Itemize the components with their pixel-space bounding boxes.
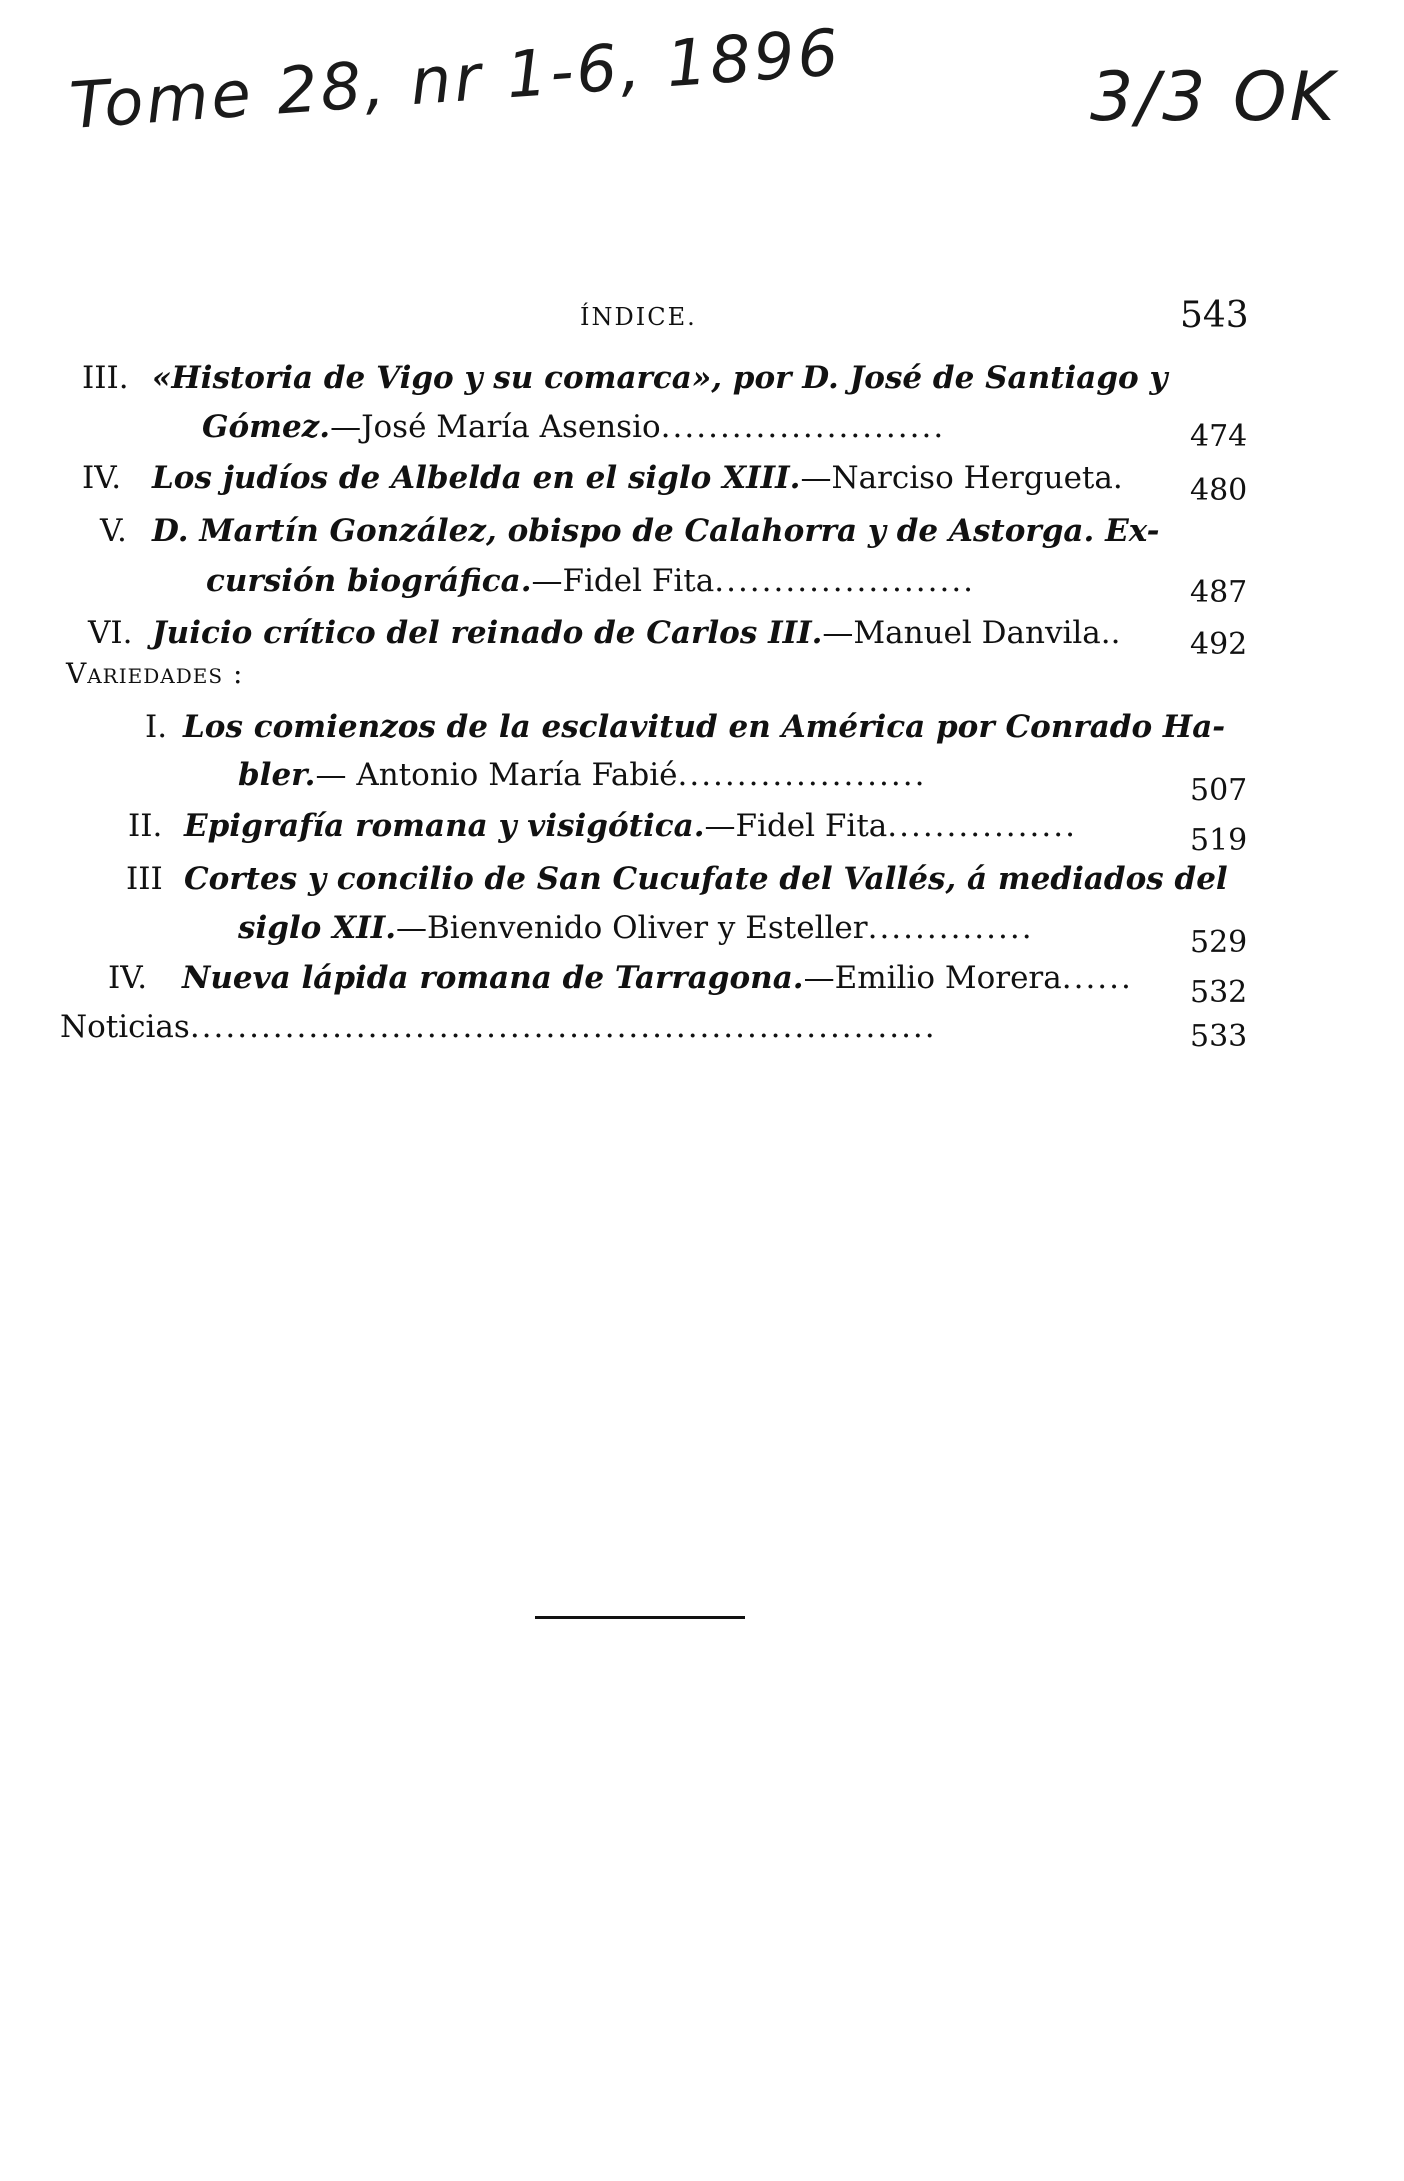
entry-title-continued: Gómez. [202, 409, 331, 445]
toc-entry-line [82, 455, 1123, 501]
entry-title: Nueva lápida romana de Tarragona. [182, 960, 804, 996]
entry-page: 507 [1190, 773, 1248, 808]
toc-entry-line [145, 704, 1225, 750]
end-rule-divider [535, 1616, 745, 1619]
entry-page: 474 [1190, 419, 1248, 454]
leader-dots: ............................................................... [189, 1009, 937, 1045]
entry-title: D. Martín González, obispo de Calahorra y de Astorga. Ex- [152, 513, 1160, 549]
entry-title: Los judíos de Albelda en el siglo XIII. [152, 460, 801, 496]
entry-author: —Bienvenido Oliver y Esteller [396, 910, 868, 946]
entry-author: — Antonio María Fabié [315, 757, 678, 793]
entry-number: IV. [82, 460, 122, 496]
section-label: Variedades : [66, 657, 244, 690]
entry-title: Juicio crítico del reinado de Carlos III. [152, 615, 823, 651]
entry-number: VI. [88, 615, 133, 651]
entry-title-continued: bler. [238, 757, 316, 793]
entry-number: III [126, 861, 163, 897]
entry-author: —Manuel Danvila.. [822, 615, 1121, 651]
entry-author: —Fidel Fita [531, 563, 715, 599]
leader-dots: ........................ [660, 409, 946, 445]
noticias-label: Noticias [60, 1009, 190, 1045]
entry-number: III. [82, 360, 129, 396]
entry-author: —Narciso Hergueta. [800, 460, 1123, 496]
header-page-number: 543 [1180, 295, 1249, 336]
entry-author: —Emilio Morera [803, 960, 1062, 996]
noticias-page: 533 [1190, 1019, 1248, 1054]
leader-dots: ..................... [677, 757, 927, 793]
handwritten-volume-note: Tome 28, nr 1-6, 1896 [67, 16, 844, 144]
leader-dots: ................ [887, 808, 1077, 844]
toc-entry-line [108, 955, 1133, 1001]
toc-entry-line [202, 404, 945, 450]
handwritten-check-note: 3/3 OK [1090, 58, 1338, 137]
entry-title: Cortes y concilio de San Cucufate del Vallés, á mediados del [184, 861, 1228, 897]
toc-entry-line [82, 355, 1167, 401]
toc-entry-line [238, 752, 926, 798]
header-title: ÍNDICE. [580, 303, 697, 331]
entry-title: «Historia de Vigo y su comarca», por D. José de Santiago y [152, 360, 1168, 396]
toc-entry-line [238, 905, 1034, 951]
toc-entry-line [126, 856, 1228, 902]
entry-page: 487 [1190, 575, 1248, 610]
entry-author: —José María Asensio [330, 409, 661, 445]
entry-number: I. [145, 709, 168, 745]
toc-entry-line [206, 558, 975, 604]
leader-dots: ...... [1061, 960, 1133, 996]
entry-title-continued: cursión biográfica. [206, 563, 532, 599]
running-header [0, 295, 1404, 345]
entry-author: —Fidel Fita [704, 808, 888, 844]
entry-number: IV. [108, 960, 148, 996]
toc-entry-noticias [60, 1004, 937, 1050]
entry-page: 519 [1190, 823, 1248, 858]
section-heading-variedades [66, 650, 243, 696]
leader-dots: .............. [867, 910, 1034, 946]
entry-page: 532 [1190, 975, 1248, 1010]
entry-page: 480 [1190, 473, 1248, 508]
entry-title: Los comienzos de la esclavitud en América por Conrado Ha- [183, 709, 1226, 745]
entry-title-continued: siglo XII. [238, 910, 396, 946]
entry-page: 529 [1190, 925, 1248, 960]
leader-dots: ...................... [714, 563, 976, 599]
toc-entry-line [100, 508, 1160, 554]
entry-page: 492 [1190, 627, 1248, 662]
entry-number: II. [128, 808, 163, 844]
entry-title: Epigrafía romana y visigótica. [184, 808, 705, 844]
entry-number: V. [100, 513, 127, 549]
toc-entry-line [128, 803, 1077, 849]
